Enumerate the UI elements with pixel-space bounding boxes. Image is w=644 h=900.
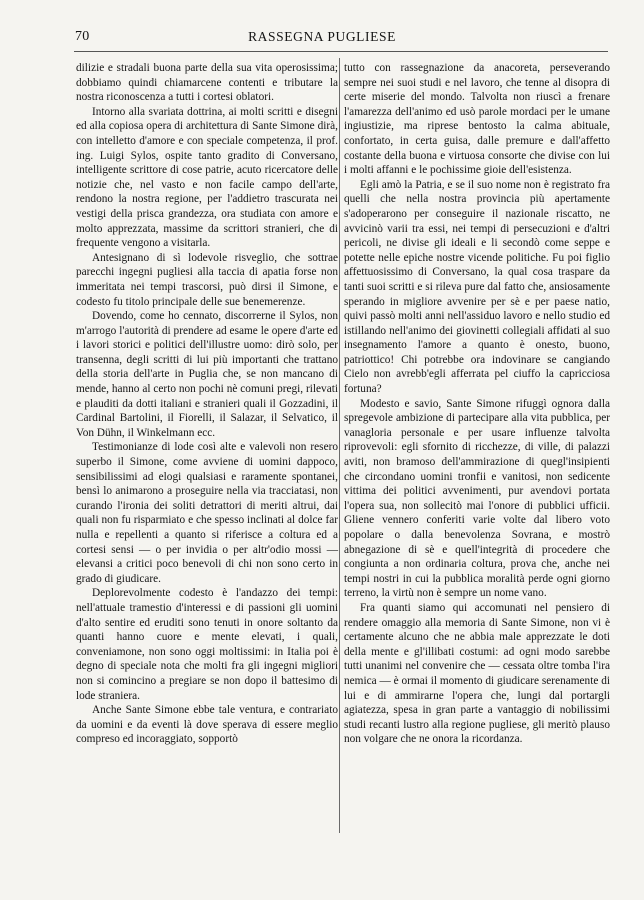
paragraph: Antesignano di sì lodevole risveglio, che sottrae parecchi ingegni pugliesi alla taccia di apatia forse non immeritata nei tempi trascorsi, può dirsi il Simone, e codesto fu titolo principale delle sue benemerenze. xyxy=(76,251,338,308)
column-divider xyxy=(339,58,340,833)
paragraph: Dovendo, come ho cennato, discorrerne il Sylos, non m'arrogo l'autorità di prendere ad esame le opere d'arte ed i lavori storici e politici dell'illustre uomo: dirò solo, per transenna, degli scritti di lui più importanti che trattano della storia dell'arte in Puglia che, se non mancano di mende, hanno al certo non pochi nè comuni pregi, rilevati e plauditi da dotti italiani e stranieri quali il Gozzadini, il Cardinal Bartolini, il Fiorelli, il Salazar, il Selvatico, il Von Dühn, il Winkelmann ecc. xyxy=(76,310,338,439)
paragraph: Fra quanti siamo qui accomunati nel pensiero di rendere omaggio alla memoria di Sante Simone, non vi è certamente alcuno che ne abbia male apprezzate le doti della mente e gl'illibati costumi: ad ogni modo sarebbe tutti unanimi nel convenire che — cessata oltre tomba l'ira nemica — è ormai il momento di giudicare serenamente di lui e di ammirarne l'opera che, lungi dal portargli agiatezza, spesa in gran parte a vantaggio di nobilissimi studi recanti lustro alla regione pugliese, gli meritò plauso non volgare che ne onora la ricordanza. xyxy=(344,601,610,746)
paragraph: Intorno alla svariata dottrina, ai molti scritti e disegni ed alla copiosa opera di architettura di Sante Simone dirà, con intelletto d'amore e con speciale competenza, il prof. ing. Luigi Sylos, ospite tanto gradito di Conversano, intelligente scrittore di cose patrie, acuto ricercatore delle notizie che, nel vasto e non facile campo dell'arte, rendono la nostra regione, per l'addietro trascurata nei vestigi della prisca grandezza, ora studiata con amore e molto apprezzata, massime da scrittori stranieri, che di frequente vengono a visitarla. xyxy=(76,105,338,250)
paragraph: dilizie e stradali buona parte della sua vita operosissima; dobbiamo quindi chiamarcene contenti e tributare la nostra riconoscenza a tutti i cortesi oblatori. xyxy=(76,62,338,104)
paragraph: tutto con rassegnazione da anacoreta, perseverando sempre nei suoi studi e nel lavoro, che tenne al disopra di certe miserie del mondo. Talvolta non riuscì a frenare l'amarezza dell'animo ed usò parole mordaci per le umane ingiustizie, ma riprese bentosto la calma abituale, confortato, in certa guisa, dalle premure e dall'affetto costante della buona e virtuosa consorte che divise con lui i molti affanni e le pochissime gioie dell'esistenza. xyxy=(344,62,610,177)
paragraph: Anche Sante Simone ebbe tale ventura, e contrariato da uomini e da eventi là dove sperava di essere meglio compreso ed incoraggiato, sopportò xyxy=(76,704,338,746)
paragraph: Deplorevolmente codesto è l'andazzo dei tempi: nell'attuale tramestio d'interessi e di passioni gli uomini d'alto sentire ed eruditi sono tenuti in onore soltanto da quanti hanno cuore e mente elevati, i quali, conveniamone, non sono oggi moltissimi: in Italia poi è degno di speciale nota che molti fra gli ingegni migliori non si comincino a pregiare se non dopo il battesimo di lode straniera. xyxy=(76,587,338,702)
left-column xyxy=(76,61,338,747)
right-column xyxy=(344,61,610,747)
running-title: RASSEGNA PUGLIESE xyxy=(248,29,396,44)
paragraph: Testimonianze di lode così alte e valevoli non resero superbo il Simone, come avviene di uomini dappoco, sensibilissimi ad elogi qualsiasi e raramente spontanei, bensì lo animarono a proseguire nella via tracciatasi, non curando l'ironia dei soliti detrattori di meriti altrui, dai quali non fu risparmiato e che spesso inclinati al dolce far nulla e repellenti a quanto si riferisce a coltura ed a cortesi sensi — o per invidia o per altr'odio mossi — elevansi a critici poco benevoli di chi non sono certo in grado di giudicare. xyxy=(76,441,338,585)
paragraph: Egli amò la Patria, e se il suo nome non è registrato fra quelli che nella nostra provincia più apertamente s'adoperarono per conseguire il nazionale riscatto, ne avvicinò varii tra essi, nei tempi di persecuzioni e d'altri pericoli, ne divise gli ideali e li secondò come seppe e potette nelle epiche nostre vicende politiche. Fu poi figlio affettuosissimo di Conversano, la qual cosa traspare da tanti suoi scritti e si rileva pure dal fatto che, ansiosamente sperando in migliore avvenire per sè e per paese natio, quivi passò molti anni nell'assiduo lavoro e nello studio ed istillando nell'animo dei giovinetti collegiali affidati al suo insegnamento l'amore a quanto è onesto, buono, patriottico! Chi potrebbe ora indovinare se cangiando Cielo non avrebb'egli afferrata pel ciuffo la capricciosa fortuna? xyxy=(344,178,610,396)
header-rule xyxy=(74,51,608,52)
paragraph: Modesto e savio, Sante Simone rifuggì ognora dalla spregevole ambizione di partecipare alla vita pubblica, per vanagloria personale e per usare influenze talvolta riprovevoli: egli sfornito di ricchezze, di ville, di palazzi aviti, non bramoso dell'ammirazione di quegl'insipienti che circondano uomini tronfii e vanitosi, non sedicente vittima dei politici avvenimenti, pur avendovi portata l'opera sua, non sollecitò mai l'onore di pubblici ufficii. Gliene vennero conferiti varie volte dal libero voto popolare o dalla benevolenza Sovrana, e mostrò abnegazione di sè e quell'integrità di procedere che congiunta a non ordinaria coltura, prova che, anche nei tempi nostri in cui la pubblica moralità perde ogni giorno terreno, la virtù non è sempre un nome vano. xyxy=(344,397,610,600)
page-header xyxy=(0,0,644,60)
page-number: 70 xyxy=(75,29,90,44)
